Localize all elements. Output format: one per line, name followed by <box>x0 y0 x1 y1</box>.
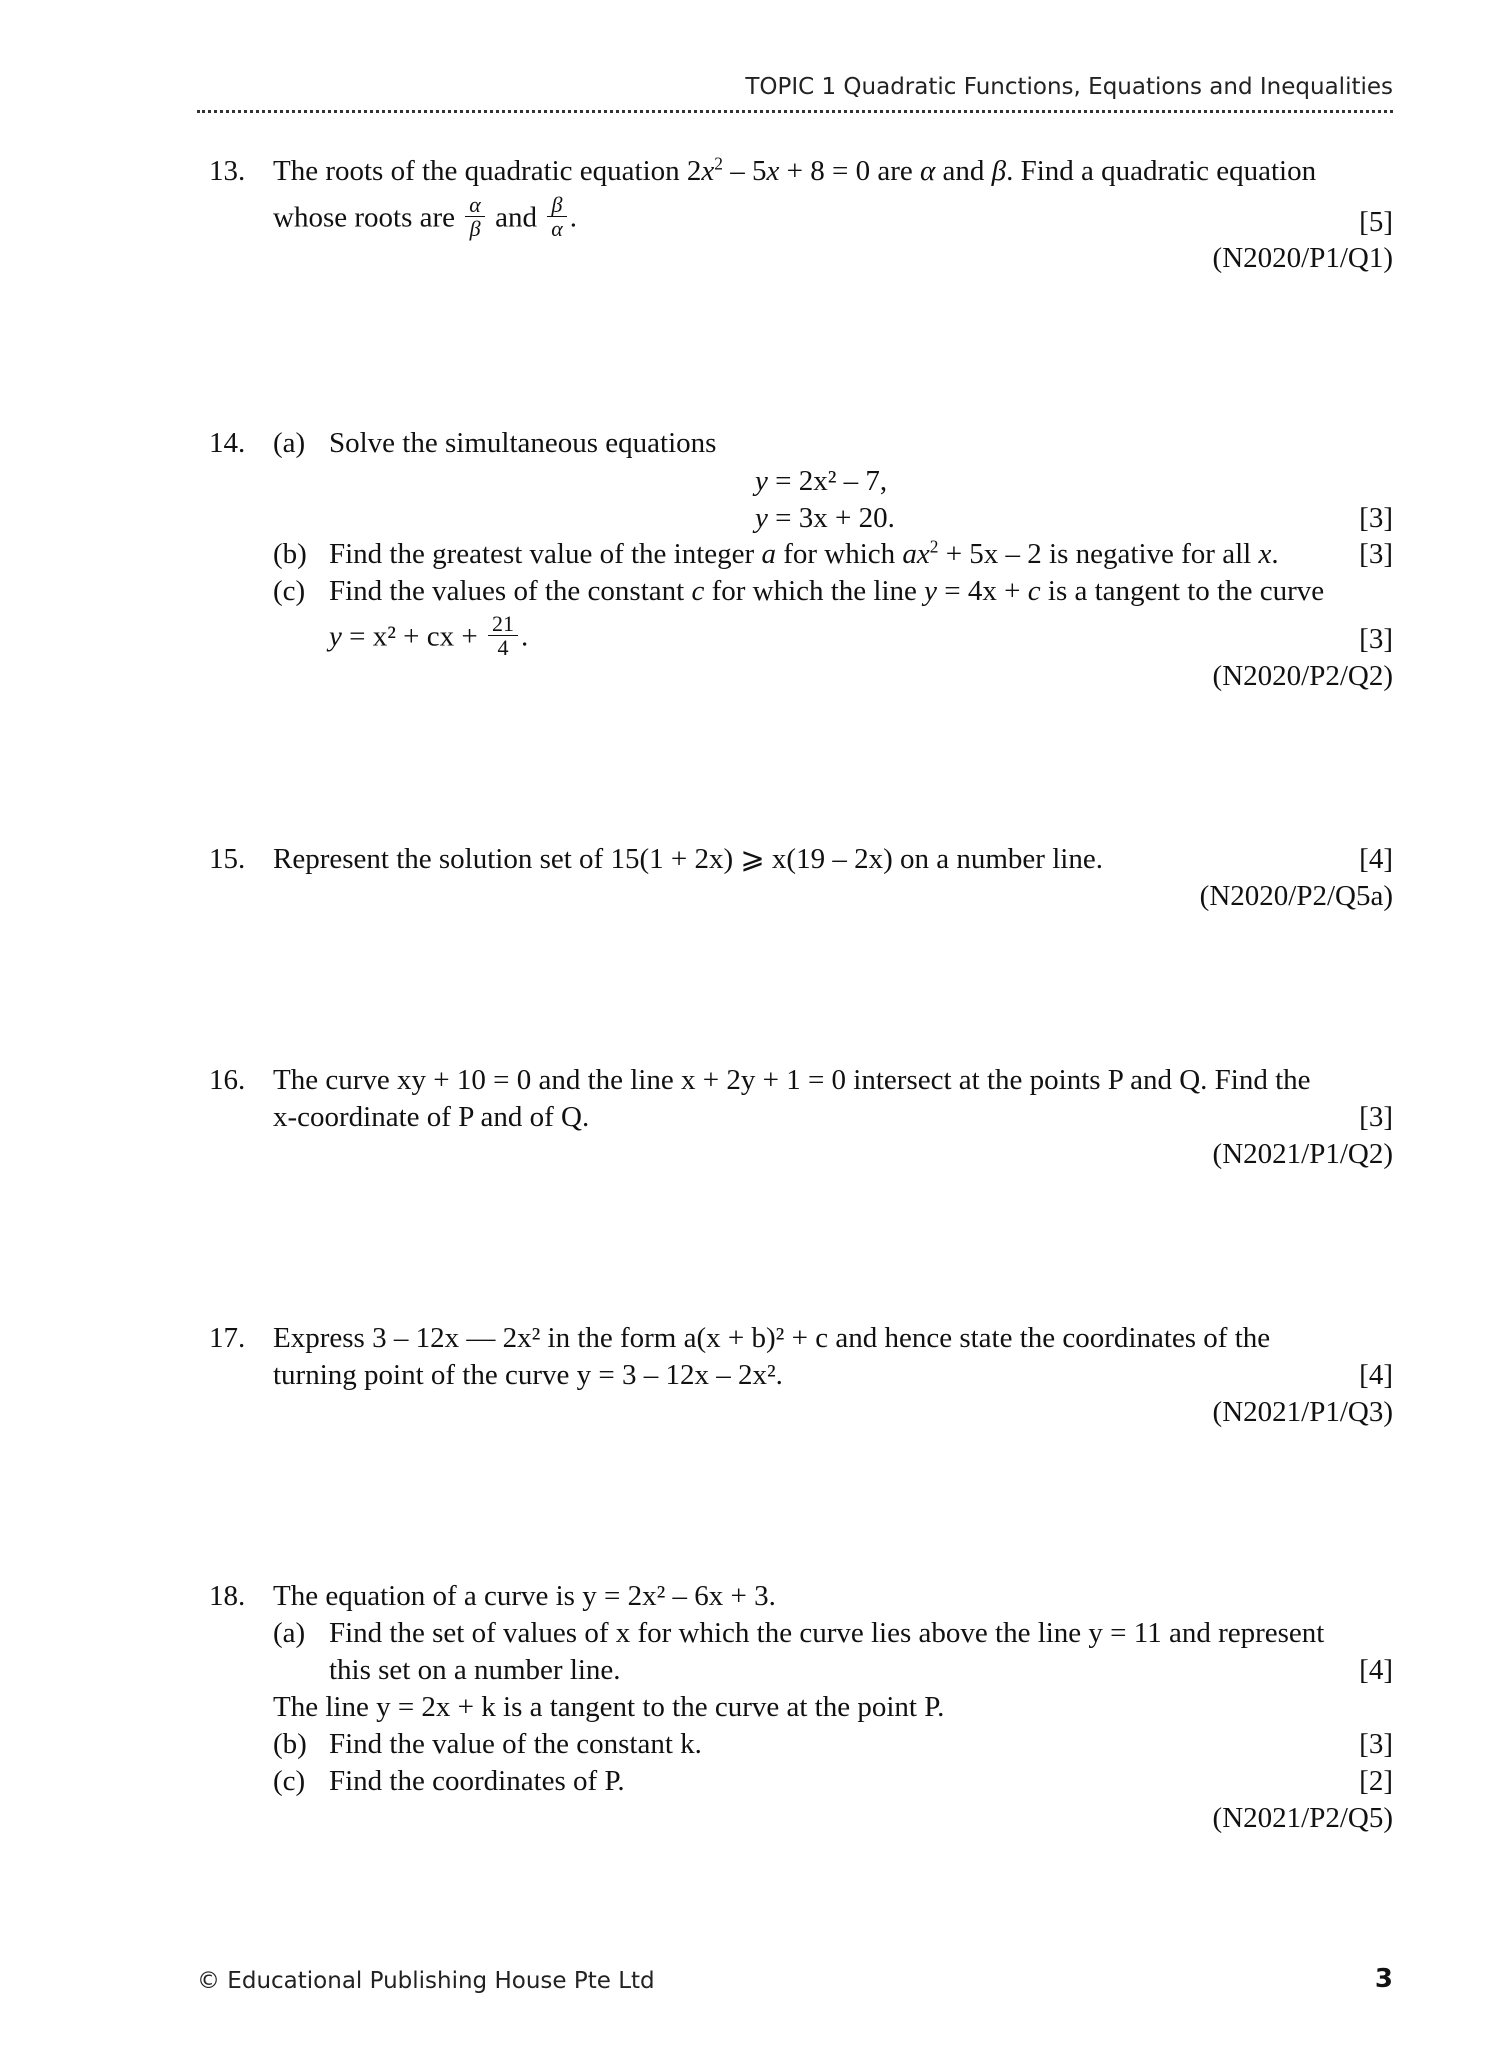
q18-part-c-marks: [2] <box>1359 1765 1393 1797</box>
footer-copyright: © Educational Publishing House Pte Ltd <box>197 1968 655 1994</box>
q14-part-a-text: Solve the simultaneous equations <box>329 427 717 459</box>
q17-reference: (N2021/P1/Q3) <box>1212 1396 1393 1428</box>
q16-line1: The curve xy + 10 = 0 and the line x + 2y + 1 = 0 intersect at the points P and Q. Find the <box>273 1064 1311 1096</box>
q17-marks: [4] <box>1359 1359 1393 1391</box>
q18-part-a-line1: Find the set of values of x for which the curve lies above the line y = 11 and represent <box>329 1617 1325 1649</box>
q18-line1: The equation of a curve is y = 2x² – 6x + 3. <box>273 1580 776 1612</box>
q15-text: Represent the solution set of 15(1 + 2x) ⩾ x(19 – 2x) on a number line. <box>273 843 1103 875</box>
page-number: 3 <box>1374 1964 1393 1994</box>
fraction-beta-over-alpha: $\frac{\beta}{\alpha}$ <box>547 193 567 240</box>
q14-part-b-marks: [3] <box>1359 538 1393 570</box>
q13-number: 13. <box>209 155 246 187</box>
q13-reference: (N2020/P1/Q1) <box>1212 242 1393 274</box>
q17-line2: turning point of the curve y = 3 – 12x – 2x². <box>273 1359 783 1391</box>
q16-marks: [3] <box>1359 1101 1393 1133</box>
q16-reference: (N2021/P1/Q2) <box>1212 1138 1393 1170</box>
q14-curve-equation: y = x² + cx + $\frac{21}{4}$ . <box>329 611 529 661</box>
q14-part-b-text: Find the greatest value of the integer a for which $ax^2 + 5x - 2$ is negative for all x. <box>329 536 1279 570</box>
q14-part-c-text: Find the values of the constant c for which the line y = 4x + c is a tangent to the curve <box>329 575 1325 607</box>
q16-number: 16. <box>209 1064 246 1096</box>
q18-number: 18. <box>209 1580 246 1612</box>
q18-part-c-text: Find the coordinates of P. <box>329 1765 625 1797</box>
q15-number: 15. <box>209 843 246 875</box>
q15-reference: (N2020/P2/Q5a) <box>1199 880 1393 912</box>
q17-number: 17. <box>209 1322 246 1354</box>
q14-part-a-marks: [3] <box>1359 502 1393 534</box>
q18-reference: (N2021/P2/Q5) <box>1212 1802 1393 1834</box>
fraction-21-over-4: $\frac{21}{4}$ <box>488 612 518 659</box>
q18-part-b-marks: [3] <box>1359 1728 1393 1760</box>
q15-marks: [4] <box>1359 843 1393 875</box>
q17-line1: Express 3 – 12x — 2x² in the form a(x + b)² + c and hence state the coordinates of the <box>273 1322 1271 1354</box>
q16-line2: x-coordinate of P and of Q. <box>273 1101 590 1133</box>
q18-part-c-label: (c) <box>273 1765 306 1797</box>
q18-part-a-line2: this set on a number line. <box>329 1654 621 1686</box>
q13-line2: whose roots are $\frac{\alpha}{\beta}$ and $\frac{\beta}{\alpha}$ . <box>273 192 578 242</box>
q14-equation-1: y = 2x² – 7, <box>755 465 888 497</box>
header-divider <box>197 110 1393 113</box>
q14-part-c-label: (c) <box>273 575 306 607</box>
q14-equation-2: y = 3x + 20. <box>755 502 895 534</box>
running-header: TOPIC 1 Quadratic Functions, Equations and Inequalities <box>745 74 1393 100</box>
q18-part-b-label: (b) <box>273 1728 307 1760</box>
q13-line1: The roots of the quadratic equation $2x^2 - 5x + 8 = 0$ are α and β. Find a quadratic equation <box>273 153 1317 187</box>
q14-reference: (N2020/P2/Q2) <box>1212 660 1393 692</box>
q14-part-c-marks: [3] <box>1359 623 1393 655</box>
q13-marks: [5] <box>1359 206 1393 238</box>
q14-number: 14. <box>209 427 246 459</box>
q18-tangent-statement: The line y = 2x + k is a tangent to the curve at the point P. <box>273 1691 945 1723</box>
q18-part-b-text: Find the value of the constant k. <box>329 1728 702 1760</box>
q18-part-a-label: (a) <box>273 1617 306 1649</box>
q14-part-b-label: (b) <box>273 538 307 570</box>
q18-part-a-marks: [4] <box>1359 1654 1393 1686</box>
q14-part-a-label: (a) <box>273 427 306 459</box>
fraction-alpha-over-beta: $\frac{\alpha}{\beta}$ <box>465 193 485 240</box>
